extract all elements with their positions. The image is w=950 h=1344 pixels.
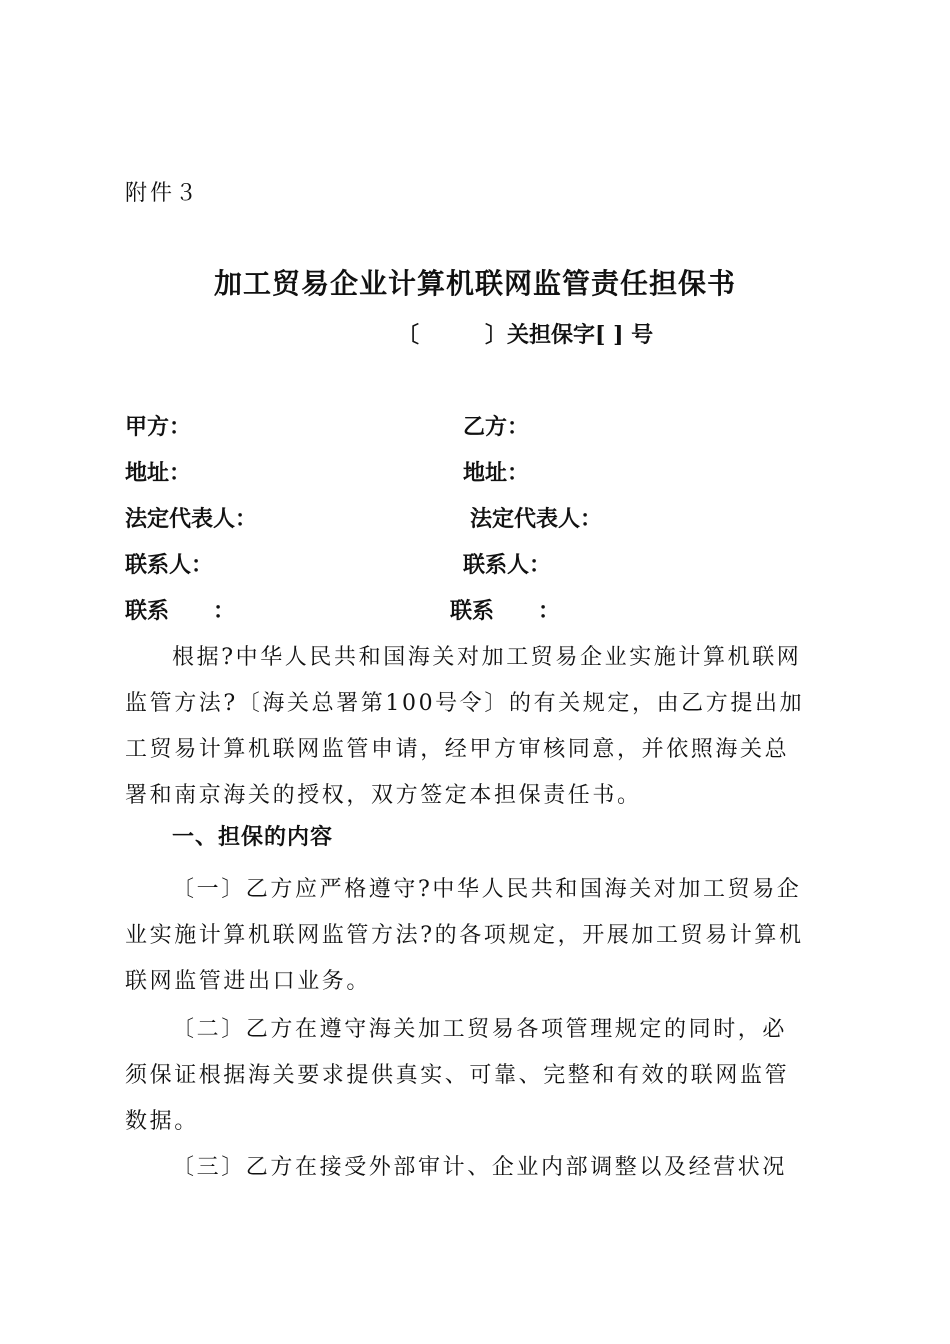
party-a-address-label: 地址：	[125, 460, 192, 486]
intro-line-3: 工贸易计算机联网监管申请，经甲方审核同意，并依照海关总	[125, 737, 790, 762]
item2-line-3: 数据。	[125, 1109, 199, 1134]
party-a-legal-rep-label: 法定代表人：	[125, 506, 258, 532]
party-b-phone-label: 联系 ：	[450, 598, 561, 624]
intro-line-2: 监管方法?〔海关总署第100号令〕的有关规定，由乙方提出加	[125, 691, 805, 716]
item1-line-1: 〔一〕乙方应严格遵守?中华人民共和国海关对加工贸易企	[172, 877, 802, 902]
item2-line-1: 〔二〕乙方在遵守海关加工贸易各项管理规定的同时，必	[172, 1017, 788, 1042]
intro-line-1: 根据?中华人民共和国海关对加工贸易企业实施计算机联网	[172, 645, 802, 670]
item2-line-2: 须保证根据海关要求提供真实、可靠、完整和有效的联网监管	[125, 1063, 790, 1088]
party-a-contact-label: 联系人：	[125, 552, 214, 578]
party-b-label: 乙方：	[463, 414, 530, 440]
party-a-label: 甲方：	[125, 414, 192, 440]
party-b-contact-label: 联系人：	[463, 552, 552, 578]
party-a-phone-label: 联系 ：	[125, 598, 236, 624]
document-title: 加工贸易企业计算机联网监管责任担保书	[213, 267, 736, 300]
item1-line-3: 联网监管进出口业务。	[125, 969, 372, 994]
party-b-legal-rep-label: 法定代表人：	[470, 506, 603, 532]
section-heading-guarantee-content: 一、担保的内容	[172, 824, 334, 850]
document-number: 〔 〕关担保字[ ] 号	[397, 322, 654, 348]
item1-line-2: 业实施计算机联网监管方法?的各项规定，开展加工贸易计算机	[125, 923, 804, 948]
intro-line-4: 署和南京海关的授权，双方签定本担保责任书。	[125, 783, 642, 808]
party-b-address-label: 地址：	[463, 460, 530, 486]
item3-line-1: 〔三〕乙方在接受外部审计、企业内部调整以及经营状况	[172, 1155, 788, 1180]
attachment-label: 附件３	[125, 181, 201, 206]
